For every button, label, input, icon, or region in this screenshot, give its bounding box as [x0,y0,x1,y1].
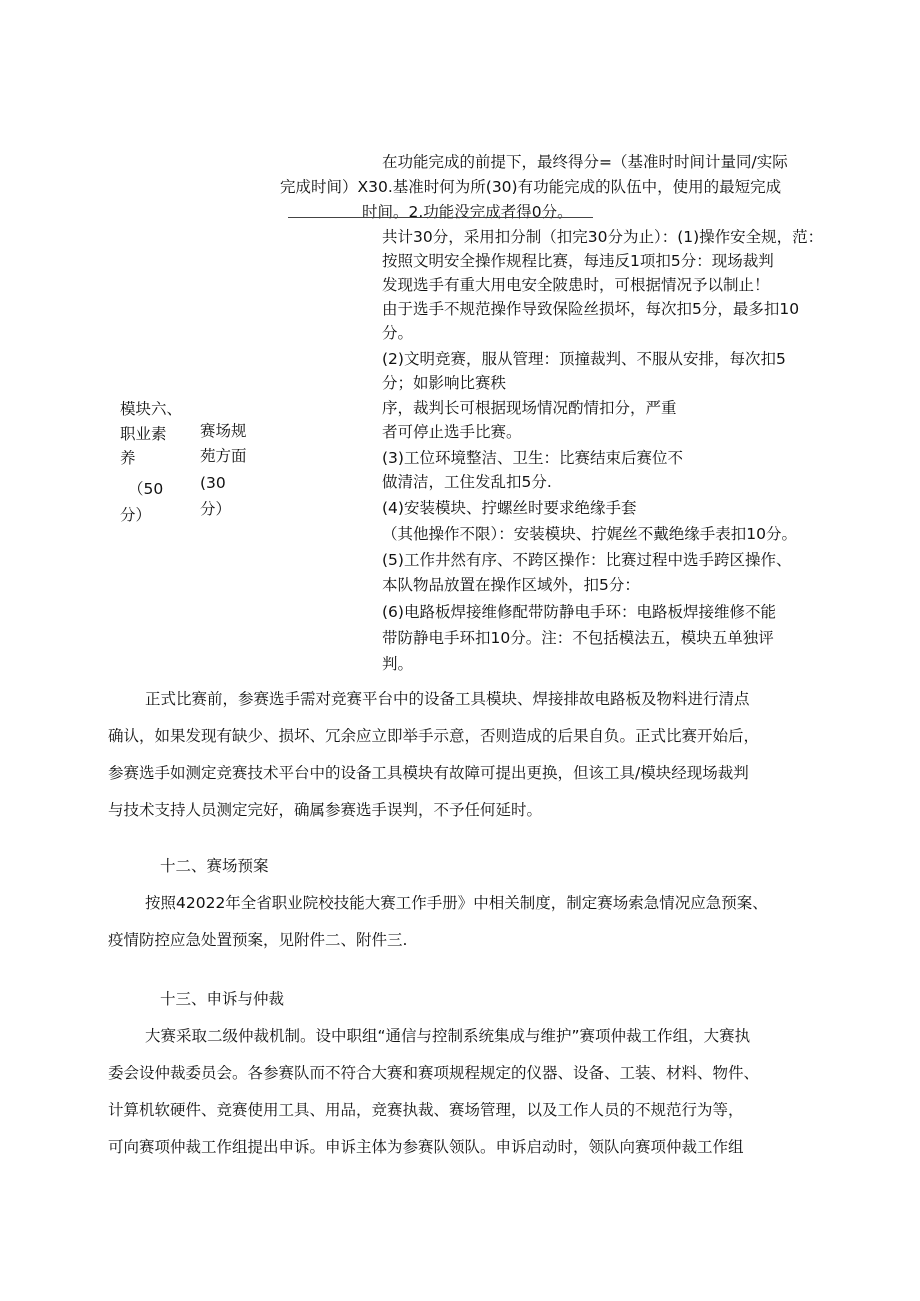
rules-line: (6)电路板焊接维修配带防静电手环：电路板焊接维修不能 [382,603,776,621]
rules-line: (3)工位环境整洁、卫生：比赛结束后赛位不 [382,449,683,467]
paragraph-line: 与技术支持人员测定完好，确属参赛选手误判，不予任何延时。 [108,801,543,819]
rules-line: 按照文明安全操作规程比赛，每违反1项扣5分：现场裁判 [382,252,774,270]
rules-line: 做清洁，工住发乱扣5分. [382,473,552,491]
section-line: 疫情防控应急处置预案，见附件二、附件三. [108,931,408,949]
rules-line: 分；如影响比赛秩 [382,374,507,392]
rules-line: (5)工作井然有序、不跨区操作：比赛过程中选手跨区操作、 [382,551,792,569]
rules-line: 由于选手不规范操作导致保险丝损坏，每次扣5分，最多扣10 [382,300,800,318]
paragraph-line: 参赛选手如测定竞赛技术平台中的设备工具模块有故障可提出更换，但该工具/模块经现场裁判 [108,764,749,782]
item-cell-line-3: (30 [200,474,226,492]
rules-line: 本队物品放置在操作区域外，扣5分： [382,576,640,594]
module-cell-line-3: 养 [120,449,136,467]
rules-line: 发现选手有重大用电安全陂患时，可根据情况予以制止！ [382,276,770,294]
section-line: 委会设仲裁委员会。各参赛队而不符合大赛和赛项规程规定的仪器、设备、工装、材料、物件、 [108,1064,760,1082]
rules-line: 分。 [382,324,414,342]
paragraph-line: 正式比赛前，参赛选手需对竞赛平台中的设备工具模块、焊接排故电路板及物料进行清点 [145,690,750,708]
paragraph-line: 确认，如果发现有缺少、损坏、冗余应立即举手示意，否则造成的后果自负。正式比赛开始后， [108,727,760,745]
section-heading: 十三、申诉与仲裁 [160,990,285,1008]
rules-line: (4)安装模块、拧螺丝时要求绝缘手套 [382,499,637,517]
section-line: 计算机软硬件、竞赛使用工具、用品，竞赛执裁、赛场管理，以及工作人员的不规范行为等， [108,1101,744,1119]
rules-line: (2)文明竞赛，服从管理：顶撞裁判、不服从安排，每次扣5 [382,350,786,368]
item-cell-line-2: 苑方面 [200,447,247,465]
module-cell-line-2: 职业素 [120,425,167,443]
module-cell-line-4: （50 [128,480,164,498]
module-cell-line-1: 模块六、 [120,400,183,418]
rules-line: （其他操作不限）：安装模块、拧娓丝不戴绝缘手表扣10分。 [382,525,797,543]
rules-line: 带防静电手环扣10分。注：不包括模法五，模块五单独评 [382,629,774,647]
item-cell-line-4: 分） [200,500,232,518]
rules-line: 序，裁判长可根据现场情况酌情扣分，严重 [382,399,677,417]
formula-line-2: 完成时间）X30.基准时何为所(30)有功能完成的队伍中，使用的最短完成 [280,178,782,196]
formula-line-3: 时间。2.功能没完成者得0分。 [362,203,573,221]
section-heading: 十二、赛场预案 [160,857,269,875]
formula-line-1: 在功能完成的前提下，最终得分=（基准时时间计量同/实际 [382,153,788,171]
section-line: 大赛采取二级仲裁机制。设中职组“通信与控制系统集成与维护”赛项仲裁工作组，大赛执 [145,1027,751,1045]
module-cell-line-5: 分） [120,506,152,524]
section-line: 可向赛项仲裁工作组提出申诉。申诉主体为参赛队领队。申诉启动时，领队向赛项仲裁工作组 [108,1138,744,1156]
item-cell-line-1: 赛场规 [200,422,247,440]
section-line: 按照42022年全省职业院校技能大赛工作手册》中相关制度，制定赛场索急情况应急预案、 [145,894,768,912]
rules-line: 者可停止选手比赛。 [382,423,522,441]
rules-line: 共计30分，采用扣分制（扣完30分为止）：(1)操作安全规，范： [382,228,824,246]
rules-line: 判。 [382,655,414,673]
table-divider-line [288,217,593,218]
